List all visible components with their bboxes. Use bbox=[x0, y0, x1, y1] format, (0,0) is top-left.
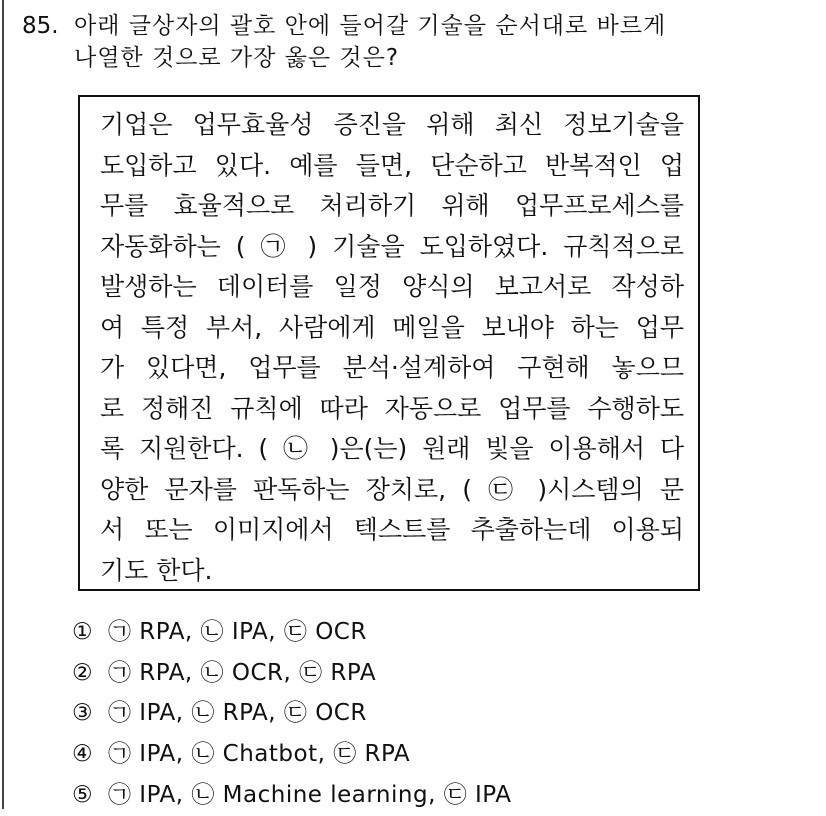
option-number: ⑤ bbox=[72, 781, 93, 808]
passage-line: 로 정해진 규칙에 따라 자동으로 업무를 수행하도 bbox=[100, 393, 684, 423]
option-number: ③ bbox=[72, 700, 93, 727]
answer-option-5[interactable] bbox=[72, 775, 772, 816]
question-text-line-2: 나열한 것으로 가장 옳은 것은? bbox=[74, 45, 400, 71]
answer-option-2[interactable] bbox=[72, 653, 772, 694]
question-stem bbox=[22, 10, 802, 74]
option-number: ④ bbox=[72, 741, 93, 768]
option-text: ㉠ IPA, ㉡ Chatbot, ㉢ RPA bbox=[108, 741, 411, 768]
question-number: 85. bbox=[22, 13, 59, 39]
passage-line: 도입하고 있다. 예를 들면, 단순하고 반복적인 업 bbox=[100, 150, 684, 180]
option-number: ① bbox=[72, 619, 93, 645]
passage-line: 무를 효율적으로 처리하기 위해 업무프로세스를 bbox=[100, 191, 684, 220]
page-left-border bbox=[2, 0, 4, 809]
option-text: ㉠ IPA, ㉡ Machine learning, ㉢ IPA bbox=[108, 781, 512, 808]
passage-line: 발생하는 데이터를 일정 양식의 보고서로 작성하 bbox=[100, 272, 684, 301]
passage-line: 여 특정 부서, 사람에게 메일을 보내야 하는 업무 bbox=[100, 312, 684, 342]
passage-line: 록 지원한다. ( ㉡ )은(는) 원래 빛을 이용해서 다 bbox=[100, 434, 684, 463]
question-line-1 bbox=[22, 10, 802, 42]
question-text-line-1: 아래 글상자의 괄호 안에 들어갈 기술을 순서대로 바르게 bbox=[74, 13, 667, 39]
passage-line: 서 또는 이미지에서 텍스트를 추출하는데 이용되 bbox=[100, 515, 684, 544]
option-number: ② bbox=[72, 659, 93, 686]
passage-line: 양한 문자를 판독하는 장치로, ( ㉢ )시스템의 문 bbox=[100, 474, 684, 504]
answer-option-3[interactable] bbox=[72, 693, 772, 734]
passage-line: 기도 한다. bbox=[100, 555, 213, 585]
passage-line: 기업은 업무효율성 증진을 위해 최신 정보기술을 bbox=[100, 110, 684, 139]
passage-line: 가 있다면, 업무를 분석·설계하여 구현해 놓으므 bbox=[100, 353, 684, 382]
passage-line: 자동화하는 ( ㉠ ) 기술을 도입하였다. 규칙적으로 bbox=[100, 231, 684, 261]
answer-option-1[interactable] bbox=[72, 612, 772, 653]
passage-box bbox=[78, 95, 700, 591]
option-text: ㉠ RPA, ㉡ IPA, ㉢ OCR bbox=[108, 619, 367, 645]
option-text: ㉠ IPA, ㉡ RPA, ㉢ OCR bbox=[108, 700, 367, 727]
answer-options bbox=[72, 612, 772, 816]
question-line-2 bbox=[22, 42, 802, 74]
option-text: ㉠ RPA, ㉡ OCR, ㉢ RPA bbox=[108, 659, 377, 686]
answer-option-4[interactable] bbox=[72, 734, 772, 775]
